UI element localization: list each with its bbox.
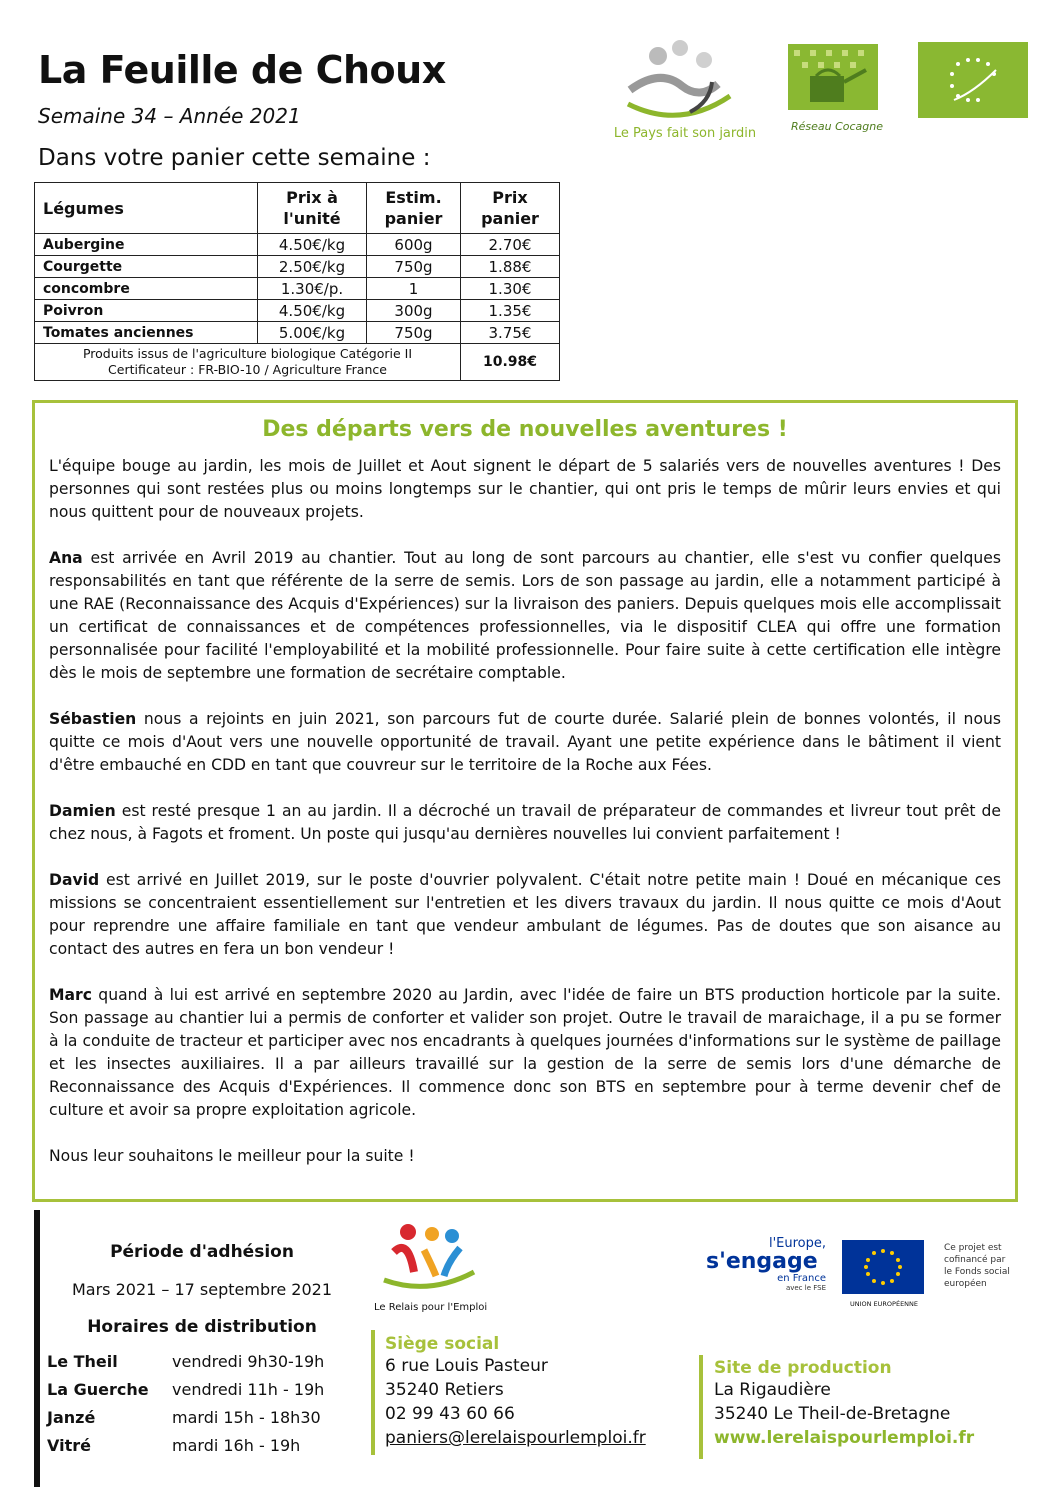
distribution-row: [47, 1436, 367, 1455]
siege-bar: [371, 1330, 375, 1455]
article-paragraph: [49, 984, 1001, 1122]
unit-price: 5.00€/kg: [258, 322, 367, 344]
distribution-hours-heading: Horaires de distribution: [87, 1317, 317, 1337]
distribution-town: Vitré: [47, 1436, 91, 1455]
basket-total: 10.98€: [461, 344, 560, 381]
basket-price: 1.30€: [461, 278, 560, 300]
eu-flag-logo: [842, 1240, 926, 1306]
distribution-row: [47, 1408, 367, 1427]
unit-price: 4.50€/kg: [258, 234, 367, 256]
distribution-town: Janzé: [47, 1408, 96, 1427]
distribution-time: mardi 15h - 18h30: [172, 1408, 321, 1427]
newsletter-title: La Feuille de Choux: [38, 48, 446, 92]
basket-price: 1.35€: [461, 300, 560, 322]
distribution-time: vendredi 11h - 19h: [172, 1380, 325, 1399]
europe-engage-fse: avec le FSE: [785, 1284, 826, 1292]
europe-engage-text: s'engage: [706, 1249, 818, 1274]
siege-email-link[interactable]: paniers@lerelaispourlemploi.fr: [385, 1428, 646, 1448]
europe-engage-top: l'Europe,: [768, 1236, 826, 1251]
distribution-town: Le Theil: [47, 1352, 118, 1371]
basket-estimate: 750g: [367, 322, 461, 344]
basket-estimate: 750g: [367, 256, 461, 278]
siege-block: [385, 1334, 675, 1450]
vegetable-name: Tomates anciennes: [35, 322, 258, 344]
production-bar: [699, 1355, 703, 1459]
siege-address-line: 6 rue Louis Pasteur: [385, 1356, 548, 1376]
article-body: [49, 455, 1001, 1191]
distribution-town: La Guerche: [47, 1380, 149, 1399]
col-header-vegetables: Légumes: [35, 183, 258, 234]
vegetable-name: Aubergine: [35, 234, 258, 256]
basket-price-table: [34, 182, 560, 381]
table-row: [35, 322, 560, 344]
website-link[interactable]: www.lerelaispourlemploi.fr: [714, 1428, 975, 1448]
table-row: [35, 278, 560, 300]
siege-address-line: 35240 Retiers: [385, 1380, 504, 1400]
paragraph-text: quand à lui est arrivé en septembre 2020 au Jardin, avec l'idée de faire un BTS production horticole par la suite. Son passage au chantier lui a permis de conforter et valider son projet. Outre le travail de maraichage, il a pu se former à la conduite de tracteur et participer avec nos encadrants à quelques journées d'informations sur le système de paillage et les insectes auxiliaires. Il a par ailleurs travaillé sur la gestion de la serre de semis lors d'une démarche de Reconnaissance des Acquis d'Expériences. Il commence donc son BTS en septembre pour à terme devenir chef de culture et avoir sa propre exploitation agricole.: [49, 986, 1001, 1119]
distribution-time: vendredi 9h30-19h: [172, 1352, 325, 1371]
cocagne-logo: [788, 44, 886, 140]
article-closing: Nous leur souhaitons le meilleur pour la suite !: [49, 1147, 415, 1165]
table-row: [35, 234, 560, 256]
distribution-time: mardi 16h - 19h: [172, 1436, 301, 1455]
paragraph-text: est arrivée en Avril 2019 au chantier. Tout au long de sont parcours au chantier, elle s'est vu confier quelques responsabilités en tant que référente de la serre de semis. Lors de son passage au jardin, elle a notamment participé à une RAE (Reconnaissance des Acquis d'Expériences) sur la livraison des paniers. Depuis quelques mois elle accomplissait un certificat de connaissances et de compétences professionnelles, via le dispositif CLEA qui offre une formation personnalisée pour facilité l'employabilité et la mobilité professionnelle. Pour faire suite à cette certification elle intègre dès le mois de septembre une formation de secrétaire comptable.: [49, 549, 1001, 682]
article-paragraph: [49, 869, 1001, 961]
basket-estimate: 600g: [367, 234, 461, 256]
pays-logo-text: Le Pays fait son jardin: [613, 126, 757, 141]
europe-engage-logo: [706, 1236, 826, 1298]
person-name: Damien: [49, 802, 116, 820]
col-header-basket-price: Prix panier: [461, 183, 560, 234]
unit-price: 2.50€/kg: [258, 256, 367, 278]
certification-note: [35, 344, 461, 381]
person-name: Ana: [49, 549, 83, 567]
distribution-row: [47, 1380, 367, 1399]
cocagne-logo-icon: [788, 44, 878, 110]
article-intro: L'équipe bouge au jardin, les mois de Juillet et Aout signent le départ de 5 salariés vers de nouvelles aventures ! Des personnes qui sont restées plus ou moins longtemps sur le chantier, qui ont pris le temps de mûrir leurs envies et qui nous quittent pour de nouveaux projets.: [49, 457, 1001, 521]
fse-cofinancing-note: Ce projet est cofinancé par le Fonds social européen: [944, 1243, 1010, 1289]
europe-engage-sub: en France: [777, 1273, 826, 1284]
relais-logo-icon: [374, 1222, 484, 1292]
cocagne-logo-text: Réseau Cocagne: [790, 120, 884, 133]
pays-logo: [600, 38, 770, 142]
vegetable-name: concombre: [35, 278, 258, 300]
article-paragraph: [49, 708, 1001, 777]
col-header-unit-price: Prix à l'unité: [258, 183, 367, 234]
membership-period-value: Mars 2021 – 17 septembre 2021: [71, 1280, 332, 1299]
production-heading: Site de production: [714, 1358, 892, 1378]
relais-logo: [374, 1222, 494, 1322]
article-paragraph: [49, 800, 1001, 846]
person-name: David: [49, 871, 100, 889]
unit-price: 4.50€/kg: [258, 300, 367, 322]
siege-phone: 02 99 43 60 66: [385, 1404, 515, 1424]
pays-logo-icon: [600, 38, 770, 118]
footer-divider-bar: [34, 1210, 40, 1487]
article-box: [32, 400, 1018, 1202]
basket-price: 1.88€: [461, 256, 560, 278]
table-row: [35, 256, 560, 278]
basket-estimate: 300g: [367, 300, 461, 322]
paragraph-text: est resté presque 1 an au jardin. Il a décroché un travail de préparateur de commandes et livreur tout prêt de chez nous, à Fagots et froment. Un poste qui jusqu'au dernières nouvelles lui convient parfaitement !: [49, 802, 1001, 843]
relais-logo-text: Le Relais pour l'Emploi: [374, 1302, 488, 1313]
person-name: Marc: [49, 986, 92, 1004]
production-address-line: La Rigaudière: [714, 1380, 831, 1400]
issue-subtitle: Semaine 34 – Année 2021: [38, 104, 301, 128]
eu-flag-icon: [842, 1240, 924, 1294]
basket-price: 3.75€: [461, 322, 560, 344]
distribution-row: [47, 1352, 367, 1371]
paragraph-text: nous a rejoints en juin 2021, son parcours fut de courte durée. Salarié plein de bonnes volontés, il nous quitte ce mois d'Aout vers une nouvelle opportunité de travail. Ayant une petite expérience dans le bâtiment il vient d'être embauché en CDD en tant que couvreur sur le territoire de la Roche aux Fées.: [49, 710, 1001, 774]
paragraph-text: est arrivé en Juillet 2019, sur le poste d'ouvrier polyvalent. C'était notre petite main ! Doué en mécanique ces missions se concentraient essentiellement sur l'entretien et les divers travaux du jardin. Il nous quitte ce mois d'Aout pour reprendre une affaire familiale en tant que vendeur ambulant de légumes. Pas de doutes que son aisance au contact des autres en fera un bon vendeur !: [49, 871, 1001, 958]
vegetable-name: Poivron: [35, 300, 258, 322]
certification-line-1: Produits issus de l'agriculture biologique Catégorie II: [82, 346, 413, 361]
production-block: [714, 1358, 1014, 1450]
col-header-basket-estimate: Estim. panier: [367, 183, 461, 234]
basket-price: 2.70€: [461, 234, 560, 256]
membership-period-heading: Période d'adhésion: [110, 1242, 294, 1262]
table-row: [35, 300, 560, 322]
person-name: Sébastien: [49, 710, 137, 728]
unit-price: 1.30€/p.: [258, 278, 367, 300]
vegetable-name: Courgette: [35, 256, 258, 278]
eu-organic-logo: [918, 42, 1028, 118]
article-title: Des départs vers de nouvelles aventures !: [262, 417, 788, 442]
siege-heading: Siège social: [385, 1334, 500, 1354]
basket-estimate: 1: [367, 278, 461, 300]
basket-heading: Dans votre panier cette semaine :: [38, 145, 431, 171]
certification-line-2: Certificateur : FR-BIO-10 / Agriculture France: [108, 362, 387, 377]
production-address-line: 35240 Le Theil-de-Bretagne: [714, 1404, 951, 1424]
eu-leaf-icon: [918, 42, 1028, 118]
eu-flag-caption: UNION EUROPÉENNE: [849, 1300, 919, 1308]
table-footer-row: [35, 344, 560, 381]
article-paragraph: [49, 547, 1001, 685]
